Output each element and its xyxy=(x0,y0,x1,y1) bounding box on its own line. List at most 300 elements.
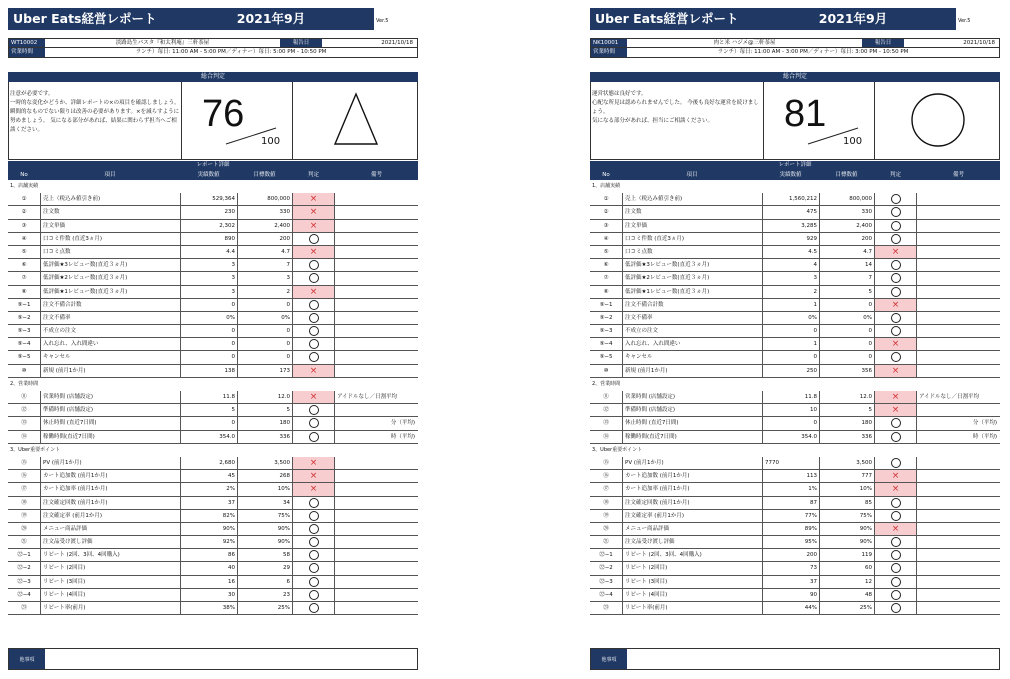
row-judge xyxy=(292,325,335,337)
row-judge xyxy=(874,576,917,588)
row-item: キャンセル xyxy=(622,351,762,363)
row-no: ⑬ xyxy=(603,420,609,427)
row-remark xyxy=(335,510,418,522)
row-no: ⑮ xyxy=(21,459,27,466)
row-judge xyxy=(292,431,335,443)
row-remark xyxy=(917,220,1000,232)
section-row xyxy=(590,444,1000,457)
row-target: 90% xyxy=(237,536,292,548)
row-judge xyxy=(292,523,335,535)
circle-o-icon xyxy=(891,577,901,587)
circle-o-icon xyxy=(309,432,319,442)
row-target: 180 xyxy=(819,417,874,429)
table-row xyxy=(590,562,1000,575)
row-no: ㉒−2 xyxy=(599,565,613,572)
row-item: リピート (2回目) xyxy=(622,562,762,574)
detail-header: レポート詳細 xyxy=(8,161,418,170)
row-item: メニュー商品評価 xyxy=(40,523,180,535)
col-remark: 備考 xyxy=(952,172,964,178)
table-row xyxy=(590,351,1000,364)
row-judge xyxy=(874,351,917,363)
col-no: No xyxy=(602,172,610,178)
row-actual: 0% xyxy=(762,312,819,324)
row-actual: 354.0 xyxy=(180,431,237,443)
row-actual: 0 xyxy=(762,417,819,429)
col-no: No xyxy=(20,172,28,178)
row-actual: 73 xyxy=(762,562,819,574)
summary-comment: 注意が必要です。 一時的な変化かどうか、詳細レポートの×の項目を確認しましょう。瞬間的なものでない限りは改善の必要があります。×を減らすように努めましょう。 気になる部分があれば、結果に関わらず担当へご相談ください。 xyxy=(10,91,180,133)
row-actual: 113 xyxy=(762,470,819,482)
circle-o-icon xyxy=(309,352,319,362)
circle-o-icon xyxy=(891,537,901,547)
row-target: 0 xyxy=(819,299,874,311)
row-target: 330 xyxy=(237,206,292,218)
row-no: ⑰ xyxy=(603,486,609,493)
row-actual: 138 xyxy=(180,365,237,377)
section-row xyxy=(8,444,418,457)
other-notes xyxy=(8,648,418,670)
row-target: 800,000 xyxy=(237,193,292,205)
row-judge xyxy=(292,233,335,245)
table-row xyxy=(8,536,418,549)
row-target: 0 xyxy=(237,325,292,337)
row-actual: 1 xyxy=(762,299,819,311)
circle-o-icon xyxy=(891,207,901,217)
circle-o-icon xyxy=(891,563,901,573)
table-row xyxy=(590,457,1000,470)
row-item: 口コミ件数 (直近3ヵ月) xyxy=(40,233,180,245)
section-row xyxy=(8,378,418,391)
row-judge xyxy=(292,510,335,522)
row-target: 90% xyxy=(819,536,874,548)
business-hours: ランチ）毎日: 11:00 AM - 3:00 PM／ディナー）毎日: 3:00 PM - 10:50 PM xyxy=(717,49,909,55)
row-no: ⑥ xyxy=(603,262,609,269)
cross-x-icon: × xyxy=(309,392,318,402)
table-row xyxy=(590,549,1000,562)
row-judge xyxy=(292,246,335,258)
score-total: 100 xyxy=(261,136,281,147)
row-target: 58 xyxy=(237,549,292,561)
row-actual: 82% xyxy=(180,510,237,522)
circle-o-icon xyxy=(309,524,319,534)
row-judge xyxy=(874,233,917,245)
row-remark xyxy=(917,351,1000,363)
row-target: 268 xyxy=(237,470,292,482)
table-row xyxy=(8,286,418,299)
row-actual: 0 xyxy=(180,338,237,350)
row-actual: 11.8 xyxy=(762,391,819,403)
cross-x-icon: × xyxy=(891,365,900,376)
business-hours: ランチ）毎日: 11:00 AM - 5:00 PM／ディナー）毎日: 5:00 PM - 10:50 PM xyxy=(135,49,327,55)
row-actual: 92% xyxy=(180,536,237,548)
report-header xyxy=(590,8,1000,30)
col-target: 目標数値 xyxy=(253,172,276,178)
col-judge: 判定 xyxy=(889,172,901,178)
row-actual: 37 xyxy=(180,497,237,509)
row-actual: 3 xyxy=(180,259,237,271)
row-target: 0 xyxy=(237,299,292,311)
section-label: 1、店舗実績 xyxy=(10,183,39,189)
table-row xyxy=(590,193,1000,206)
row-no: ㉒−3 xyxy=(599,578,613,585)
row-actual: 529,364 xyxy=(180,193,237,205)
section-label: 2、営業時間 xyxy=(10,380,39,387)
circle-o-icon xyxy=(309,326,319,336)
row-target: 10% xyxy=(819,483,874,495)
report-month: 2021年9月 xyxy=(168,8,374,30)
row-no: ⑩ xyxy=(21,367,27,374)
row-actual: 7770 xyxy=(762,457,819,469)
row-remark xyxy=(335,299,418,311)
col-judge: 判定 xyxy=(307,172,319,178)
hours-row xyxy=(8,48,418,58)
row-no: ⑨−4 xyxy=(599,341,613,348)
table-row xyxy=(590,510,1000,523)
row-item: 注文確定率 (前月1か月) xyxy=(622,510,762,522)
row-remark xyxy=(335,193,418,205)
circle-o-icon xyxy=(891,458,901,468)
cross-x-icon: × xyxy=(309,471,318,482)
row-judge xyxy=(874,549,917,561)
row-actual: 0 xyxy=(180,351,237,363)
row-no: ⑯ xyxy=(21,473,27,480)
table-row xyxy=(590,404,1000,417)
row-actual: 929 xyxy=(762,233,819,245)
row-remark: 分（平均) xyxy=(390,420,415,427)
row-actual: 16 xyxy=(180,576,237,588)
row-no: ㉓ xyxy=(603,605,609,611)
row-target: 0 xyxy=(819,325,874,337)
row-remark xyxy=(917,259,1000,271)
row-target: 25% xyxy=(819,602,874,614)
row-target: 330 xyxy=(819,206,874,218)
table-row xyxy=(590,602,1000,615)
row-item: 休止時間 (直近7日間) xyxy=(40,417,180,429)
cross-x-icon: × xyxy=(891,484,900,495)
circle-o-icon xyxy=(309,577,319,587)
circle-o-icon xyxy=(309,590,319,600)
row-no: ㉒−1 xyxy=(599,552,613,559)
col-actual: 実績数値 xyxy=(197,172,220,178)
col-target: 目標数値 xyxy=(835,172,858,178)
row-remark xyxy=(335,365,418,377)
overall-score: 81 xyxy=(784,93,827,135)
circle-o-icon xyxy=(891,234,901,244)
row-no: ⑫ xyxy=(603,407,609,414)
row-target: 3,500 xyxy=(819,457,874,469)
row-remark xyxy=(917,602,1000,614)
circle-o-icon xyxy=(891,432,901,442)
row-remark xyxy=(335,549,418,561)
row-actual: 250 xyxy=(762,365,819,377)
row-judge xyxy=(874,523,917,535)
row-item: リピート (2回、3回、4回購入) xyxy=(622,549,762,561)
row-remark xyxy=(335,470,418,482)
row-no: ⑤ xyxy=(21,248,27,255)
row-no: ⑨−3 xyxy=(17,328,31,335)
row-actual: 3 xyxy=(180,286,237,298)
row-target: 6 xyxy=(237,576,292,588)
row-target: 180 xyxy=(237,417,292,429)
cross-x-icon: × xyxy=(309,286,318,297)
circle-o-icon xyxy=(891,590,901,600)
row-remark xyxy=(917,338,1000,350)
row-judge xyxy=(874,259,917,271)
report-month: 2021年9月 xyxy=(750,8,956,30)
row-remark xyxy=(335,523,418,535)
row-actual: 0 xyxy=(180,417,237,429)
row-item: 営業時間 (店舗設定) xyxy=(40,391,180,403)
detail-rows xyxy=(8,180,418,615)
row-target: 336 xyxy=(819,431,874,443)
row-remark xyxy=(335,338,418,350)
table-row xyxy=(8,299,418,312)
col-item: 項目 xyxy=(104,172,116,178)
row-item: 売上（税込み値引き前) xyxy=(622,193,762,205)
row-remark xyxy=(917,206,1000,218)
row-no: ⑨−1 xyxy=(599,301,613,308)
row-judge xyxy=(874,602,917,614)
row-actual: 86 xyxy=(180,549,237,561)
row-judge xyxy=(292,351,335,363)
table-row xyxy=(590,299,1000,312)
row-judge xyxy=(292,220,335,232)
cross-x-icon: × xyxy=(309,207,318,218)
row-no: ㉓ xyxy=(21,605,27,611)
row-item: PV (前月1か月) xyxy=(622,457,762,469)
row-judge xyxy=(292,404,335,416)
row-no: ⑫ xyxy=(21,407,27,414)
other-notes-label: 他事項 xyxy=(591,649,627,669)
report-title: Uber Eats経営レポート xyxy=(8,8,168,30)
report-date-label: 報告日 xyxy=(280,39,322,47)
row-item: 口コミ件数 (直近3ヵ月) xyxy=(622,233,762,245)
row-item: 注文不備合計数 xyxy=(40,299,180,311)
row-actual: 230 xyxy=(180,206,237,218)
store-name: 肉と米 ハジメ@三軒茶屋 xyxy=(713,40,776,46)
row-judge xyxy=(292,417,335,429)
table-row xyxy=(8,483,418,496)
row-actual: 90% xyxy=(180,523,237,535)
row-judge xyxy=(292,365,335,377)
circle-o-icon xyxy=(891,550,901,560)
circle-o-icon xyxy=(309,563,319,573)
table-row xyxy=(590,259,1000,272)
table-row xyxy=(590,338,1000,351)
row-target: 5 xyxy=(819,404,874,416)
row-remark xyxy=(335,457,418,469)
section-row xyxy=(8,180,418,193)
row-remark xyxy=(917,365,1000,377)
row-remark xyxy=(335,220,418,232)
row-item: 注文単価 xyxy=(40,220,180,232)
row-remark xyxy=(917,299,1000,311)
row-judge xyxy=(292,549,335,561)
row-item: リピート (4回目) xyxy=(622,589,762,601)
summary-header: 総合判定 xyxy=(590,72,1000,82)
row-item: メニュー商品評価 xyxy=(622,523,762,535)
row-no: ㉒−1 xyxy=(17,552,31,559)
table-row xyxy=(8,576,418,589)
row-remark: 分（平均) xyxy=(972,420,997,427)
row-no: ⑤ xyxy=(603,248,609,255)
cross-x-icon: × xyxy=(891,471,900,482)
row-remark: 時（平均) xyxy=(390,433,415,440)
row-judge xyxy=(874,431,917,443)
row-remark xyxy=(917,286,1000,298)
row-no: ⑱ xyxy=(21,499,27,506)
version-label: Ver.5 xyxy=(376,18,389,24)
row-item: 低評価★1レビュー数(直近３ヵ月) xyxy=(622,286,762,298)
circle-o-icon xyxy=(891,418,901,428)
row-no: ⑳ xyxy=(21,525,27,532)
row-item: 売上（税込み値引き前) xyxy=(40,193,180,205)
row-actual: 475 xyxy=(762,206,819,218)
report-date: 2021/10/18 xyxy=(381,40,413,46)
detail-rows xyxy=(590,180,1000,615)
table-row xyxy=(8,417,418,430)
row-target: 14 xyxy=(819,259,874,271)
cross-x-icon: × xyxy=(891,405,900,416)
row-no: ⑦ xyxy=(21,275,27,282)
table-row xyxy=(8,470,418,483)
section-label: 1、店舗実績 xyxy=(592,183,621,189)
table-row xyxy=(590,246,1000,259)
row-target: 85 xyxy=(819,497,874,509)
score-cell xyxy=(763,82,875,159)
row-judge xyxy=(292,286,335,298)
row-actual: 44% xyxy=(762,602,819,614)
circle-o-icon xyxy=(891,498,901,508)
report-header xyxy=(8,8,418,30)
cross-x-icon: × xyxy=(309,220,318,231)
row-judge xyxy=(292,391,335,403)
row-target: 800,000 xyxy=(819,193,874,205)
circle-o-icon xyxy=(891,603,901,613)
row-judge xyxy=(292,299,335,311)
row-actual: 0 xyxy=(180,325,237,337)
circle-o-icon xyxy=(891,352,901,362)
table-row xyxy=(8,312,418,325)
row-judge xyxy=(874,299,917,311)
row-remark xyxy=(335,259,418,271)
row-no: ㉑ xyxy=(603,539,609,546)
row-item: 注文不備率 xyxy=(622,312,762,324)
row-item: リピート (3回目) xyxy=(40,576,180,588)
row-remark xyxy=(917,549,1000,561)
row-judge xyxy=(292,312,335,324)
row-target: 173 xyxy=(237,365,292,377)
section-row xyxy=(590,180,1000,193)
cross-x-icon: × xyxy=(891,523,900,534)
row-actual: 1% xyxy=(762,483,819,495)
row-target: 0% xyxy=(237,312,292,324)
section-label: 3、Uber重要ポイント xyxy=(592,446,643,453)
row-item: 休止時間 (直近7日間) xyxy=(622,417,762,429)
row-actual: 0 xyxy=(762,351,819,363)
row-item: 新規 (前月1か月) xyxy=(622,365,762,377)
row-target: 0 xyxy=(237,338,292,350)
table-row xyxy=(8,193,418,206)
table-row xyxy=(8,391,418,404)
row-item: 低評価★1レビュー数(直近３ヵ月) xyxy=(40,286,180,298)
row-target: 29 xyxy=(237,562,292,574)
row-no: ⑰ xyxy=(21,486,27,493)
detail-header: レポート詳細 xyxy=(590,161,1000,170)
row-no: ⑨−5 xyxy=(17,354,31,361)
row-remark xyxy=(917,272,1000,284)
row-actual: 77% xyxy=(762,510,819,522)
row-actual: 0 xyxy=(180,299,237,311)
row-judge xyxy=(874,272,917,284)
row-item: リピート (3回目) xyxy=(622,576,762,588)
row-actual: 87 xyxy=(762,497,819,509)
row-item: カート追加率 (前月1か月) xyxy=(622,483,762,495)
circle-o-icon xyxy=(309,313,319,323)
table-row xyxy=(590,206,1000,219)
row-item: 注文単価 xyxy=(622,220,762,232)
cross-x-icon: × xyxy=(891,246,900,257)
version-label: Ver.5 xyxy=(958,18,971,24)
row-judge xyxy=(874,391,917,403)
row-item: リピート (2回、3回、4回購入) xyxy=(40,549,180,561)
row-actual: 4.4 xyxy=(180,246,237,258)
circle-o-icon xyxy=(309,498,319,508)
row-target: 4.7 xyxy=(819,246,874,258)
row-item: 注文数 xyxy=(40,206,180,218)
row-target: 12 xyxy=(819,576,874,588)
table-row xyxy=(590,272,1000,285)
row-actual: 4 xyxy=(762,259,819,271)
table-row xyxy=(590,483,1000,496)
row-target: 200 xyxy=(237,233,292,245)
row-target: 7 xyxy=(237,259,292,271)
row-no: ⑨−2 xyxy=(599,314,613,321)
row-target: 75% xyxy=(819,510,874,522)
circle-o-icon xyxy=(309,300,319,310)
store-info xyxy=(590,38,1000,58)
table-row xyxy=(590,431,1000,444)
row-judge xyxy=(292,206,335,218)
row-target: 60 xyxy=(819,562,874,574)
row-judge xyxy=(874,325,917,337)
overall-score: 76 xyxy=(202,93,245,135)
cross-x-icon: × xyxy=(309,194,318,205)
row-remark xyxy=(917,589,1000,601)
table-row xyxy=(8,602,418,615)
row-target: 10% xyxy=(237,483,292,495)
row-judge xyxy=(874,536,917,548)
report-page xyxy=(590,8,1000,672)
table-row xyxy=(8,206,418,219)
row-target: 5 xyxy=(819,286,874,298)
circle-o-icon xyxy=(309,603,319,613)
row-no: ① xyxy=(603,196,609,203)
row-target: 0 xyxy=(819,351,874,363)
row-target: 23 xyxy=(237,589,292,601)
section-label: 3、Uber重要ポイント xyxy=(10,446,61,453)
row-no: ⑲ xyxy=(603,512,609,519)
row-item: 注文確定回数 (前月1か月) xyxy=(622,497,762,509)
cross-x-icon: × xyxy=(891,339,900,350)
row-remark xyxy=(917,536,1000,548)
report-title: Uber Eats経営レポート xyxy=(590,8,750,30)
row-target: 90% xyxy=(819,523,874,535)
row-item: リピート率(前月) xyxy=(622,602,762,614)
row-item: 入れ忘れ、入れ間違い xyxy=(622,338,762,350)
row-target: 25% xyxy=(237,602,292,614)
row-judge xyxy=(874,562,917,574)
